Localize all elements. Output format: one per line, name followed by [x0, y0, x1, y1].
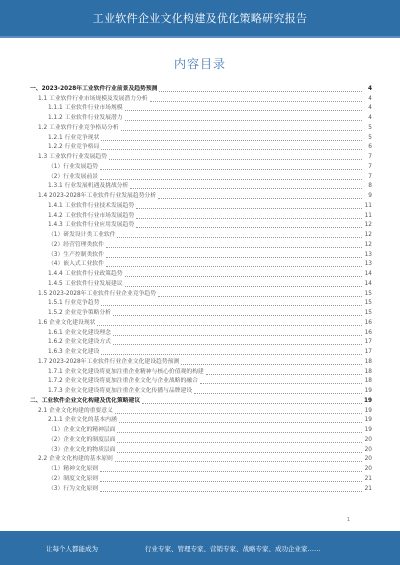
toc-entry-page: 13	[364, 251, 372, 258]
toc-entry-page: 20	[364, 456, 372, 463]
toc-entry[interactable]	[30, 435, 372, 445]
toc-dot-leader	[113, 334, 362, 336]
toc-entry-title: 1.4.5 工业软件行业发展建议	[48, 280, 123, 287]
toc-entry-title: 2.2 企业文化构建的基本原则	[38, 456, 113, 463]
toc-entry-title: 1.7.1 企业文化建设将更加注重企业精神与核心价值观的构建	[48, 368, 204, 375]
toc-entry-page: 16	[364, 319, 372, 326]
toc-entry-page: 18	[364, 358, 372, 365]
toc-heading: 内容目录	[173, 57, 226, 71]
toc-entry-page: 14	[364, 271, 372, 277]
toc-entry[interactable]	[30, 250, 372, 260]
toc-dot-leader	[100, 178, 362, 180]
toc-entry-title: （2）行业发展前景	[48, 173, 99, 180]
toc-dot-leader	[101, 304, 362, 306]
toc-entry[interactable]	[30, 406, 372, 416]
toc-dot-leader	[113, 343, 362, 345]
toc-entry-page: 8	[368, 183, 372, 190]
toc-entry-title: （2）制度文化原则	[48, 475, 99, 482]
toc-dot-leader	[121, 129, 362, 131]
toc-dot-leader	[106, 265, 362, 267]
toc-entry[interactable]	[30, 172, 372, 182]
toc-entry[interactable]	[30, 113, 372, 123]
toc-entry[interactable]	[30, 133, 372, 143]
toc-entry-page: 19	[364, 397, 373, 404]
toc-dot-leader	[200, 382, 362, 384]
page-number: 1	[346, 517, 350, 523]
toc-entry-title: 1.5.2 企业竞争策略分析	[48, 310, 111, 316]
toc-entry-title: （3）行为文化原则	[48, 485, 99, 492]
toc-entry-page: 15	[364, 290, 372, 297]
toc-entry-title: 1.1.2 工业软件行业发展潜力	[48, 115, 123, 121]
toc-dot-leader	[100, 470, 362, 472]
toc-entry-title: （1）行业发展趋势	[48, 163, 99, 170]
toc-entry-title: 1.7.2 企业文化建设将更加注重企业文化与企业战略的融合	[48, 378, 198, 385]
toc-entry[interactable]	[30, 396, 372, 406]
toc-entry-page: 15	[364, 310, 372, 316]
toc-entry[interactable]	[30, 299, 372, 309]
toc-dot-leader	[119, 421, 362, 423]
toc-dot-leader	[150, 100, 362, 102]
toc-entry-page: 15	[364, 300, 372, 307]
toc-dot-leader	[125, 275, 362, 277]
toc-entry-page: 4	[368, 95, 372, 102]
toc-entry-page: 7	[368, 173, 372, 180]
toc-entry[interactable]	[30, 260, 372, 270]
toc-dot-leader	[136, 207, 362, 209]
toc-entry-page: 19	[364, 417, 372, 424]
toc-entry-page: 11	[364, 202, 372, 209]
toc-entry[interactable]	[30, 445, 372, 455]
toc-entry-page: 4	[368, 115, 372, 121]
footer-slogan: 让每个人都能成为	[46, 545, 98, 553]
toc-entry-page: 18	[364, 368, 372, 375]
toc-entry-page: 7	[368, 154, 372, 160]
toc-entry-page: 4	[368, 105, 372, 112]
toc-entry-page: 5	[368, 134, 372, 141]
toc-entry-title: （1）企业文化的精神层面	[48, 427, 116, 433]
toc-dot-leader	[206, 373, 362, 375]
toc-entry-page: 14	[364, 280, 372, 287]
toc-entry-title: 一、2023-2028年工业软件行业前景及趋势预测	[30, 85, 158, 92]
toc-entry-title: 1.6.3 企业文化建设	[48, 349, 100, 355]
toc-entry-title: 二、工业软件企业文化构建及优化策略建议	[30, 397, 141, 404]
toc-entry[interactable]	[30, 455, 372, 465]
toc-entry-page: 13	[364, 261, 372, 268]
toc-entry[interactable]	[30, 94, 372, 104]
toc-entry[interactable]	[30, 318, 372, 328]
toc-entry-page: 17	[364, 349, 372, 355]
toc-entry-title: （2）经营管理类软件	[48, 241, 104, 248]
toc-entry[interactable]	[30, 308, 372, 318]
toc-entry[interactable]	[30, 269, 372, 279]
toc-dot-leader	[125, 285, 362, 287]
toc-dot-leader	[194, 392, 362, 394]
toc-dot-leader	[106, 246, 362, 248]
toc-dot-leader	[159, 90, 362, 92]
toc-entry-page: 12	[364, 232, 372, 238]
toc-entry[interactable]	[30, 191, 372, 201]
toc-entry-title: 1.2.1 行业竞争现状	[48, 134, 100, 141]
toc-entry-title: 1.2 工业软件行业竞争格局分析	[38, 124, 119, 131]
toc-entry[interactable]	[30, 347, 372, 357]
toc-dot-leader	[101, 148, 362, 150]
toc-entry-page: 20	[364, 446, 372, 453]
toc-entry[interactable]	[30, 377, 372, 387]
toc-entry[interactable]	[30, 464, 372, 474]
toc-entry[interactable]	[30, 279, 372, 289]
toc-entry-title: 1.2.2 行业竞争格局	[48, 144, 100, 151]
toc-dot-leader	[115, 412, 362, 414]
toc-entry-page: 21	[364, 475, 372, 482]
toc-entry[interactable]	[30, 104, 372, 114]
toc-entry[interactable]	[30, 386, 372, 396]
toc-entry-page: 12	[364, 222, 372, 229]
toc-entry-page: 17	[364, 339, 372, 346]
toc-entry-title: （2）企业文化的制度层面	[48, 436, 116, 443]
toc-entry[interactable]	[30, 201, 372, 211]
toc-entry[interactable]	[30, 240, 372, 250]
toc-entry-page: 5	[368, 124, 372, 131]
toc-entry-page: 11	[364, 212, 372, 219]
toc-entry-title: 2.1 企业文化构建的重要意义	[38, 407, 113, 414]
toc-dot-leader	[100, 168, 362, 170]
toc-entry[interactable]	[30, 367, 372, 377]
toc-dot-leader	[136, 217, 362, 219]
toc-entry[interactable]	[30, 162, 372, 172]
toc-entry-title: 1.7.3 企业文化建设将更加注重企业文化传播与品牌建设	[48, 388, 193, 394]
toc-entry-title: 1.5.1 行业竞争趋势	[48, 300, 100, 307]
toc-dot-leader	[117, 451, 362, 453]
toc-entry[interactable]	[30, 357, 372, 367]
toc-entry[interactable]	[30, 484, 372, 494]
toc-dot-leader	[101, 353, 362, 355]
toc-entry[interactable]	[30, 152, 372, 162]
toc-entry-title: 1.7 2023-2028年工业软件行业企业文化建设趋势预测	[38, 358, 180, 365]
toc-dot-leader	[136, 226, 362, 228]
toc-dot-leader	[109, 158, 362, 160]
toc-entry[interactable]	[30, 230, 372, 240]
toc-dot-leader	[125, 119, 362, 121]
toc-dot-leader	[113, 314, 362, 316]
toc-dot-leader	[130, 187, 362, 189]
toc-entry-page: 9	[368, 193, 372, 199]
toc-entry-page: 21	[364, 485, 372, 492]
toc-entry-title: 1.4.2 工业软件行业市场发展趋势	[48, 212, 135, 219]
toc-entry-title: （1）研发设计类工业软件	[48, 232, 116, 238]
toc-entry[interactable]	[30, 221, 372, 231]
footer-roles: 行业专家、管理专家、营销专家、战略专家、成功企业家……	[145, 545, 321, 553]
toc-dot-leader	[101, 139, 362, 141]
toc-dot-leader	[117, 236, 362, 238]
toc-entry-title: 1.4 2023-2028年工业软件行业发展趋势分析	[38, 193, 157, 199]
toc-entry-page: 19	[364, 407, 372, 414]
toc-entry-title: 1.6.1 企业文化建设理念	[48, 329, 111, 336]
toc-entry[interactable]	[30, 123, 372, 133]
toc-entry[interactable]	[30, 211, 372, 221]
toc-entry-page: 7	[368, 163, 372, 170]
toc-entry[interactable]	[30, 143, 372, 153]
toc-entry-title: （3）生产控制类软件	[48, 251, 104, 258]
toc-entry[interactable]	[30, 289, 372, 299]
header-stripe	[0, 36, 400, 38]
toc-dot-leader	[100, 480, 362, 482]
toc-entry-page: 20	[364, 466, 372, 472]
toc-entry[interactable]	[30, 328, 372, 338]
toc-entry[interactable]	[30, 182, 372, 192]
toc-entry-title: 1.3.1 行业发展机遇及挑战分析	[48, 183, 129, 190]
toc-entry-page: 16	[364, 329, 372, 336]
toc-dot-leader	[115, 460, 362, 462]
toc-entry-title: 1.1 工业软件行业市场规模及发展潜力分析	[38, 95, 148, 102]
toc-dot-leader	[125, 109, 362, 111]
toc-entry-title: （4）嵌入式工业软件	[48, 261, 104, 268]
toc-dot-leader	[100, 490, 362, 492]
toc-entry-title: 1.6 企业文化建设现状	[38, 319, 96, 326]
toc-entry-title: 1.4.1 工业软件行业技术发展趋势	[48, 202, 135, 209]
toc-entry-title: 1.1.1 工业软件行业市场规模	[48, 105, 123, 112]
toc-entry[interactable]	[30, 416, 372, 426]
toc-dot-leader	[106, 256, 362, 258]
toc-dot-leader	[158, 295, 362, 297]
toc-entry-page: 6	[368, 144, 372, 151]
toc-dot-leader	[142, 402, 362, 404]
toc-entry-title: 1.6.2 企业文化建设方式	[48, 339, 111, 346]
toc-entry-title: 1.4.4 工业软件行业政策趋势	[48, 271, 123, 277]
toc-dot-leader	[97, 324, 362, 326]
toc-entry[interactable]	[30, 84, 372, 94]
toc-entry-page: 20	[364, 436, 372, 443]
toc-entry-title: 1.4.3 工业软件行业应用发展趋势	[48, 222, 135, 229]
toc-dot-leader	[181, 363, 362, 365]
toc-entry-title: 1.5 2023-2028年工业软件行业企业竞争趋势	[38, 290, 157, 297]
toc-entry-page: 4	[367, 85, 372, 92]
toc-entry-page: 19	[364, 427, 372, 433]
toc-entry[interactable]	[30, 425, 372, 435]
toc-entry[interactable]	[30, 474, 372, 484]
toc-entry-title: 1.3 工业软件行业发展趋势	[38, 154, 108, 160]
table-of-contents	[30, 84, 372, 494]
toc-entry-page: 12	[364, 241, 372, 248]
toc-entry-page: 19	[364, 388, 372, 394]
toc-entry-title: （3）企业文化的物质层面	[48, 446, 116, 453]
toc-dot-leader	[158, 197, 362, 199]
toc-entry-title: 2.1.1 企业文化的基本内涵	[48, 417, 117, 424]
toc-dot-leader	[117, 441, 362, 443]
report-title: 工业软件企业文化构建及优化策略研究报告	[92, 12, 308, 25]
toc-dot-leader	[117, 431, 362, 433]
toc-entry-page: 18	[364, 378, 372, 385]
toc-entry-title: （1）精神文化原则	[48, 466, 99, 472]
toc-entry[interactable]	[30, 338, 372, 348]
